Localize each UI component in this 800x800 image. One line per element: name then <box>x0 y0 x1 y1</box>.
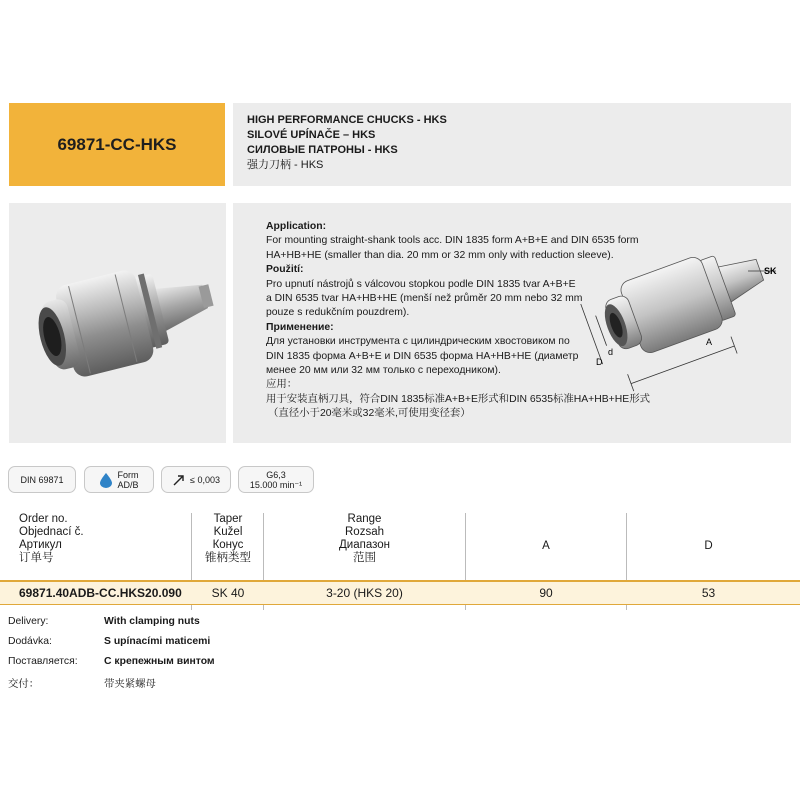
diagram-label-sk: SK <box>764 266 777 276</box>
header-range-ru: Диапазон <box>339 539 390 551</box>
row-d: 53 <box>701 586 716 600</box>
badge-form-line2: AD/B <box>117 479 139 490</box>
runout-arrow-icon <box>172 474 186 486</box>
badge-runout <box>161 466 231 493</box>
header-range-zh: 范围 <box>353 552 376 564</box>
product-photo <box>9 203 226 443</box>
title-en: HIGH PERFORMANCE CHUCKS - HKS <box>247 114 447 126</box>
product-titles <box>233 103 791 186</box>
badge-balance-line2: 15.000 min⁻¹ <box>249 479 303 490</box>
header-range-en: Range <box>347 513 382 525</box>
application-line: pouze s redukčním pouzdrem). <box>266 307 410 319</box>
badge-balance <box>238 466 314 493</box>
badge-din <box>8 466 76 493</box>
header-a-label: A <box>542 540 550 552</box>
diagram-label-d: D <box>596 357 603 367</box>
header-range-cz: Rozsah <box>345 526 384 538</box>
row-range: 3-20 (HKS 20) <box>326 586 403 600</box>
delivery-value-cz: S upínacími maticemi <box>104 636 211 647</box>
application-heading-en: Application: <box>266 221 327 232</box>
header-d <box>627 540 790 553</box>
row-order-no: 69871.40ADB-CC.HKS20.090 <box>19 586 182 600</box>
delivery-label-cz: Dodávka: <box>8 636 52 647</box>
header-taper-ru: Конус <box>212 539 244 551</box>
application-line: DIN 1835 форма A+B+E и DIN 6535 форма HA+HB+HE (диаметр <box>266 350 579 362</box>
badge-din-label: DIN 69871 <box>20 474 64 485</box>
title-zh: 强力刀柄 - HKS <box>247 159 324 171</box>
header-d-label: D <box>704 540 713 552</box>
header-taper-en: Taper <box>213 513 243 525</box>
application-heading-cz: Použití: <box>266 264 304 276</box>
title-cz: SILOVÉ UPÍNAČE – HKS <box>247 129 376 141</box>
delivery-label-zh: 交付： <box>8 679 40 690</box>
header-order-en: Order no. <box>19 513 68 525</box>
chuck-diagram-icon <box>579 237 784 398</box>
application-line: менее 20 мм или 32 мм только с переходником). <box>266 365 501 377</box>
badge-balance-line1: G6,3 <box>266 469 286 480</box>
application-line: HA+HB+HE (smaller than dia. 20 mm or 32 mm only with reduction sleeve). <box>266 249 614 261</box>
header-taper-cz: Kužel <box>213 526 243 538</box>
application-heading-ru: Применение: <box>266 321 334 333</box>
diagram-label-d-small: d <box>608 347 614 357</box>
row-taper: SK 40 <box>211 586 245 600</box>
badge-form-line1: Form <box>117 469 139 480</box>
header-taper-zh: 锥柄类型 <box>205 552 251 564</box>
badge-form <box>84 466 154 493</box>
header-a <box>466 540 626 553</box>
application-line: （直径小于20毫米或32毫米,可使用变径套） <box>268 408 471 420</box>
delivery-value-zh: 带夹紧螺母 <box>104 679 156 690</box>
header-order-zh: 订单号 <box>19 552 54 564</box>
table-row-rule <box>0 604 800 605</box>
title-ru: СИЛОВЫЕ ПАТРОНЫ - HKS <box>247 144 398 156</box>
diagram-label-a: A <box>706 337 713 347</box>
product-code-box <box>9 103 225 186</box>
chuck-photo-icon <box>9 203 226 443</box>
row-a: 90 <box>539 586 553 600</box>
application-line: a DIN 6535 tvar HA+HB+HE (menší než průměr 20 mm nebo 32 mm <box>266 293 583 305</box>
header-order-ru: Артикул <box>19 539 62 551</box>
delivery-label-en: Delivery: <box>8 616 49 627</box>
badge-runout-label: ≤ 0,003 <box>190 474 220 485</box>
product-code: 69871-CC-HKS <box>57 134 177 154</box>
application-panel <box>233 203 791 443</box>
header-order-cz: Objednací č. <box>19 526 84 538</box>
application-heading-zh: 应用： <box>266 379 298 391</box>
header-order <box>19 513 84 565</box>
header-taper <box>192 513 264 565</box>
delivery-value-ru: С крепежным винтом <box>104 656 215 667</box>
header-range <box>264 513 465 565</box>
application-line: 用于安装直柄刀具，符合DIN 1835标准A+B+E形式和DIN 6535标准HA+HB+HE形式 <box>266 393 650 405</box>
delivery-label-ru: Поставляется: <box>8 656 78 667</box>
application-line: Pro upnutí nástrojů s válcovou stopkou podle DIN 1835 tvar A+B+E <box>266 278 576 290</box>
application-line: For mounting straight-shank tools acc. DIN 1835 form A+B+E and DIN 6535 form <box>266 235 639 247</box>
chuck-diagram <box>568 213 790 403</box>
coolant-drop-icon <box>99 472 113 488</box>
application-line: Для установки инструмента с цилиндрическим хвостовиком по <box>266 336 570 348</box>
delivery-value-en: With clamping nuts <box>104 616 200 627</box>
